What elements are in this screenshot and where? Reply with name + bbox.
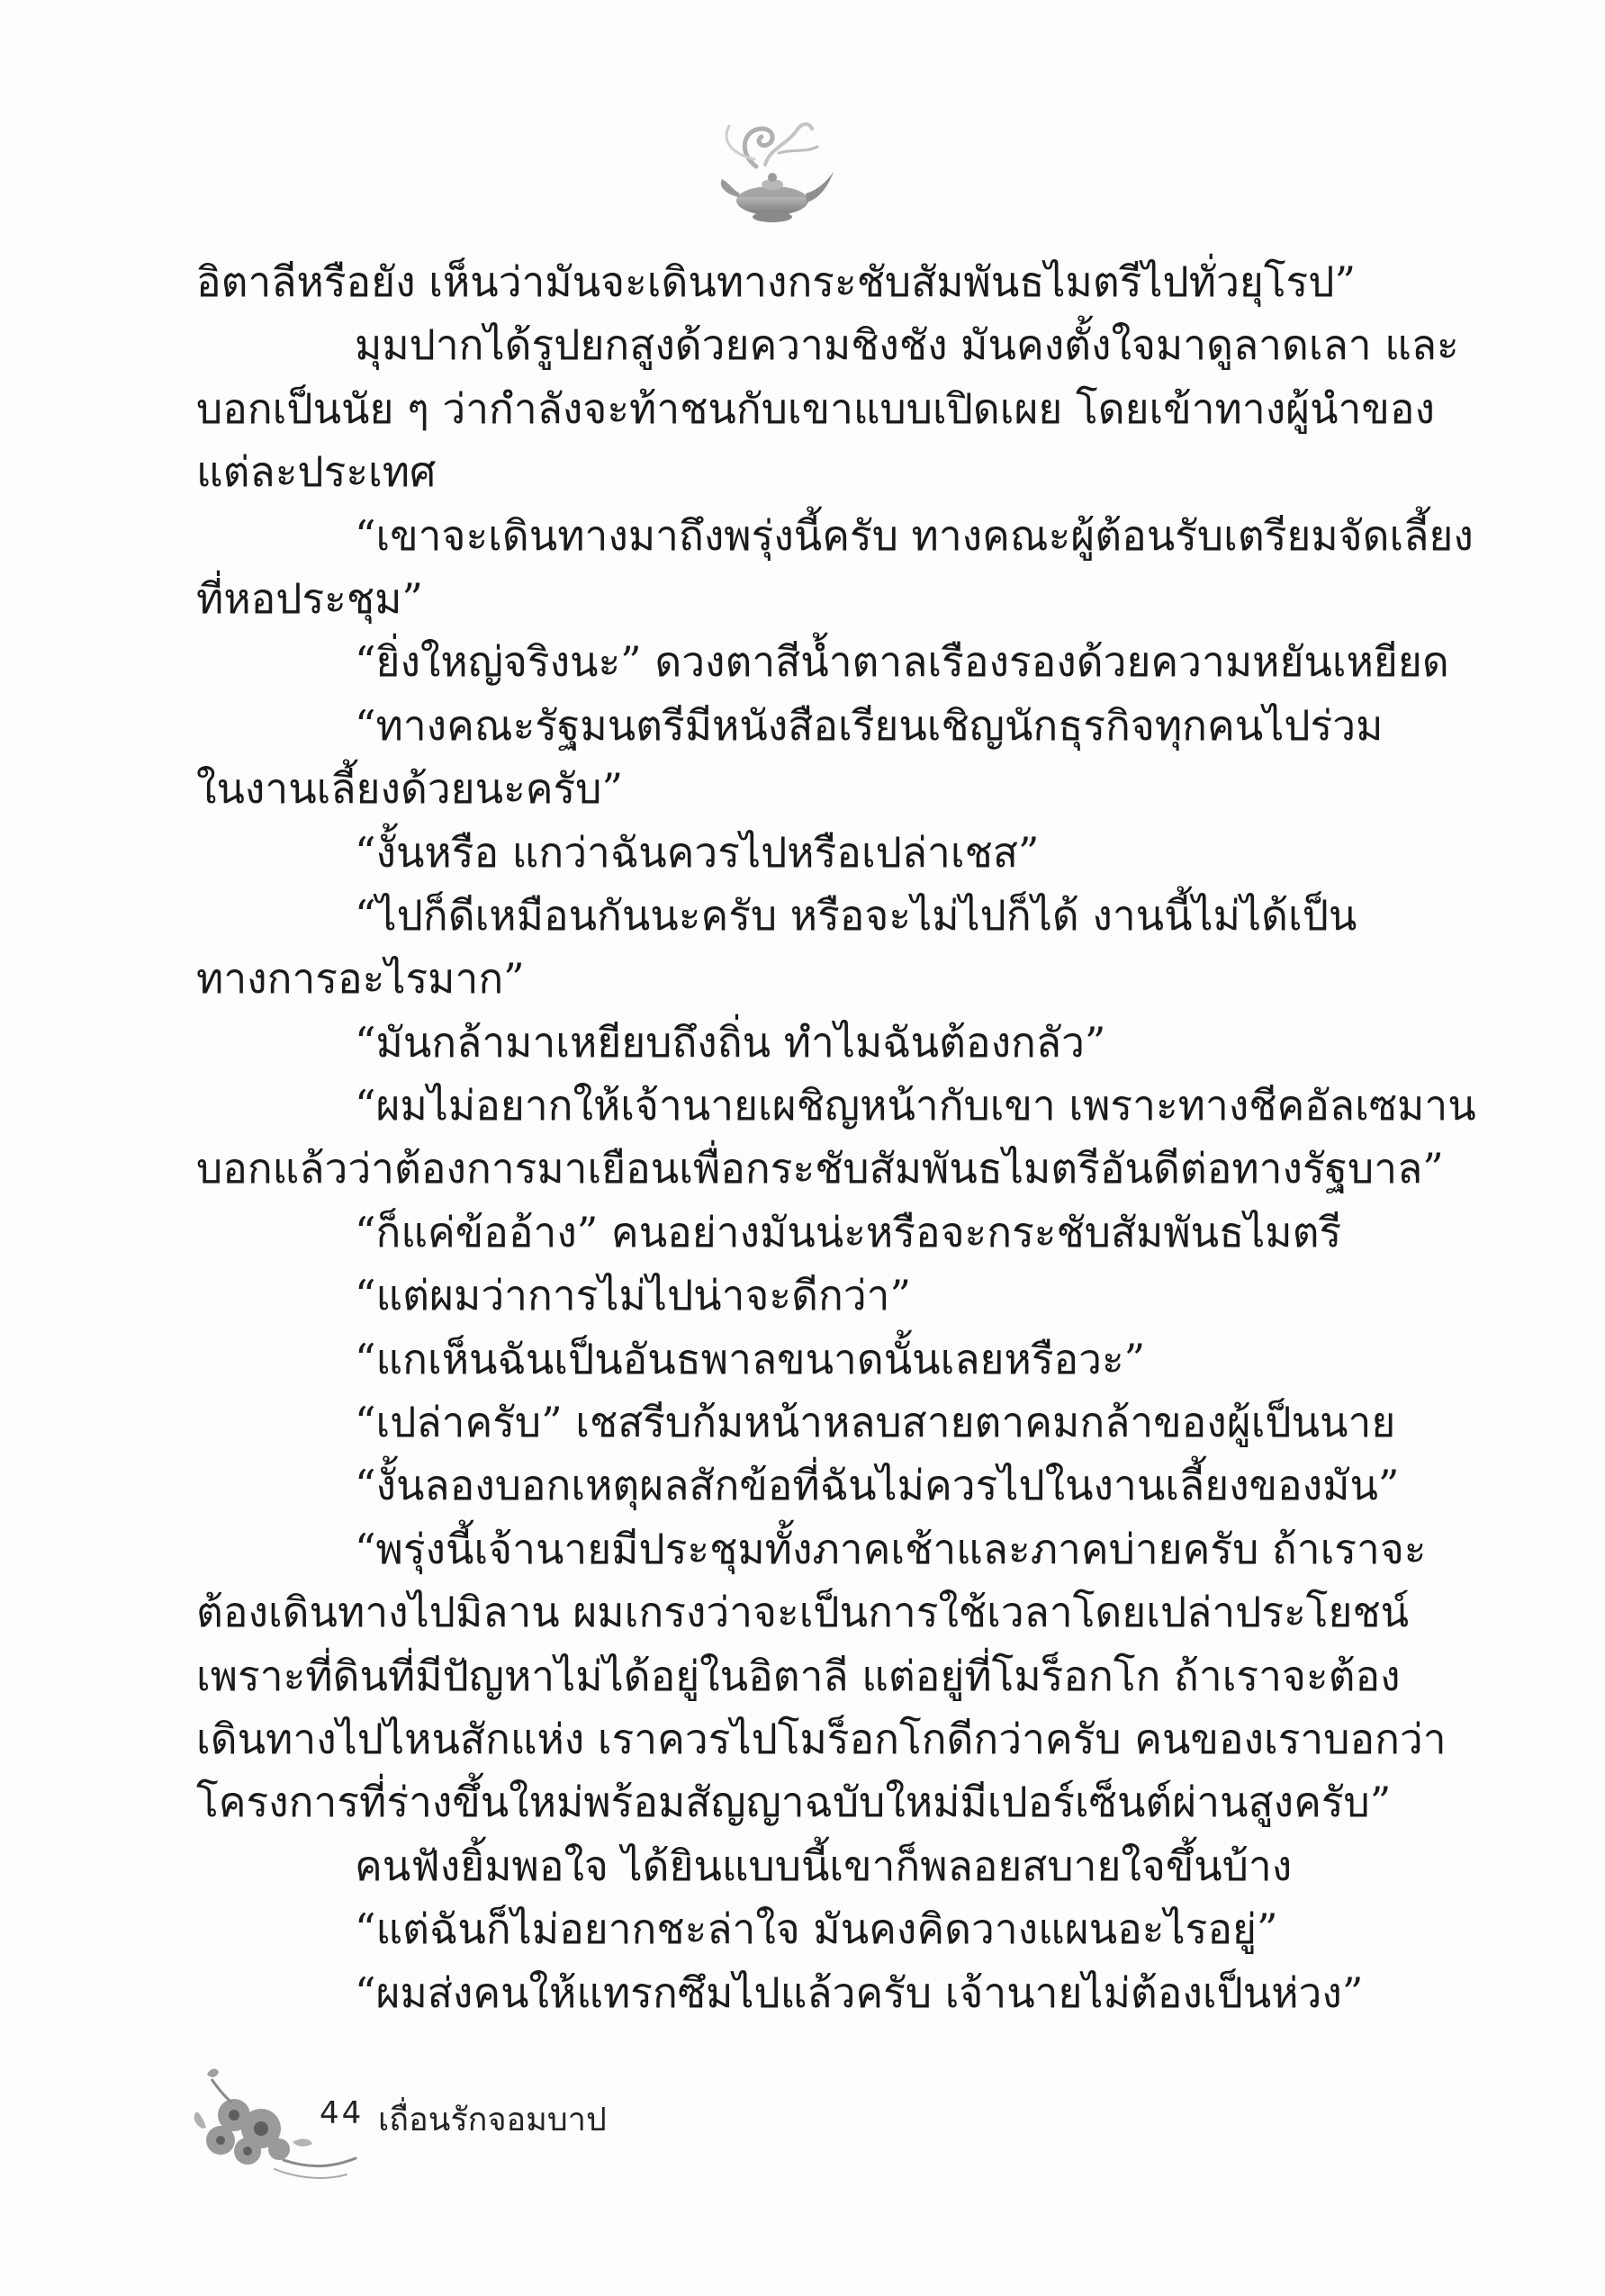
- text-line: เดินทางไปไหนสักแห่ง เราควรไปโมร็อกโกดีกว่าครับ คนของเราบอกว่า: [196, 1714, 1447, 1763]
- text-line: แต่ละประเทศ: [196, 447, 437, 497]
- text-line: ต้องเดินทางไปมิลาน ผมเกรงว่าจะเป็นการใช้เวลาโดยเปล่าประโยชน์: [196, 1588, 1410, 1637]
- text-line: “ทางคณะรัฐมนตรีมีหนังสือเรียนเชิญนักธุรกิจทุกคนไปร่วม: [355, 700, 1384, 750]
- text-line: ทางการอะไรมาก”: [196, 954, 525, 1004]
- text-line: “งั้นหรือ แกว่าฉันควรไปหรือเปล่าเชส”: [355, 827, 1040, 877]
- text-line: “งั้นลองบอกเหตุผลสักข้อที่ฉันไม่ควรไปในงานเลี้ยงของมัน”: [355, 1461, 1400, 1510]
- text-line: “ผมไม่อยากให้เจ้านายเผชิญหน้ากับเขา เพราะทางชีคอัลเซมาน: [355, 1081, 1476, 1130]
- text-line: “เขาจะเดินทางมาถึงพรุ่งนี้ครับ ทางคณะผู้ต้อนรับเตรียมจัดเลี้ยง: [355, 510, 1474, 560]
- text-line: “แต่ฉันก็ไม่อยากชะล่าใจ มันคงคิดวางแผนอะไรอยู่”: [355, 1904, 1278, 1954]
- book-title: เถื่อนรักจอมบาป: [378, 2102, 607, 2138]
- text-line: มุมปากได้รูปยกสูงด้วยความชิงชัง มันคงตั้งใจมาดูลาดเลา และ: [355, 320, 1459, 370]
- text-line: โครงการที่ร่างขึ้นใหม่พร้อมสัญญาฉบับใหม่มีเปอร์เซ็นต์ผ่านสูงครับ”: [196, 1778, 1392, 1827]
- text-line: คนฟังยิ้มพอใจ ได้ยินแบบนี้เขาก็พลอยสบายใจขึ้นบ้าง: [355, 1841, 1293, 1890]
- body-text: [196, 250, 1476, 2024]
- text-line: อิตาลีหรือยัง เห็นว่ามันจะเดินทางกระชับสัมพันธไมตรีไปทั่วยุโรป”: [196, 257, 1356, 306]
- text-line: ที่หอประชุม”: [196, 573, 423, 623]
- text-line: “ก็แค่ข้ออ้าง” คนอย่างมันน่ะหรือจะกระชับสัมพันธไมตรี: [355, 1207, 1342, 1256]
- text-line: บอกแล้วว่าต้องการมาเยือนเพื่อกระชับสัมพันธไมตรีอันดีต่อทางรัฐบาล”: [196, 1144, 1444, 1193]
- text-line: “แกเห็นฉันเป็นอันธพาลขนาดนั้นเลยหรือวะ”: [355, 1334, 1146, 1383]
- text-line: ในงานเลี้ยงด้วยนะครับ”: [196, 764, 623, 814]
- text-line: “แต่ผมว่าการไม่ไปน่าจะดีกว่า”: [355, 1271, 911, 1320]
- text-line: “ผมส่งคนให้แทรกซึมไปแล้วครับ เจ้านายไม่ต้องเป็นห่วง”: [355, 1967, 1364, 2017]
- genie-lamp-icon: [702, 104, 837, 239]
- page-number: 44: [320, 2095, 365, 2131]
- text-line: “พรุ่งนี้เจ้านายมีประชุมทั้งภาคเช้าและภาคบ่ายครับ ถ้าเราจะ: [355, 1524, 1427, 1573]
- page-footer: [185, 2043, 815, 2187]
- text-line: เพราะที่ดินที่มีปัญหาไม่ได้อยู่ในอิตาลี แต่อยู่ที่โมร็อกโก ถ้าเราจะต้อง: [196, 1651, 1401, 1700]
- text-line: “มันกล้ามาเหยียบถึงถิ่น ทำไมฉันต้องกลัว”: [355, 1017, 1106, 1067]
- text-line: “ไปก็ดีเหมือนกันนะครับ หรือจะไม่ไปก็ได้ งานนี้ไม่ได้เป็น: [355, 890, 1357, 940]
- text-line: “ยิ่งใหญ่จริงนะ” ดวงตาสีน้ำตาลเรืองรองด้วยความหยันเหยียด: [355, 637, 1449, 687]
- text-line: “เปล่าครับ” เชสรีบก้มหน้าหลบสายตาคมกล้าของผู้เป็นนาย: [355, 1398, 1396, 1447]
- text-line: บอกเป็นนัย ๆ ว่ากำลังจะท้าชนกับเขาแบบเปิดเผย โดยเข้าทางผู้นำของ: [196, 383, 1435, 433]
